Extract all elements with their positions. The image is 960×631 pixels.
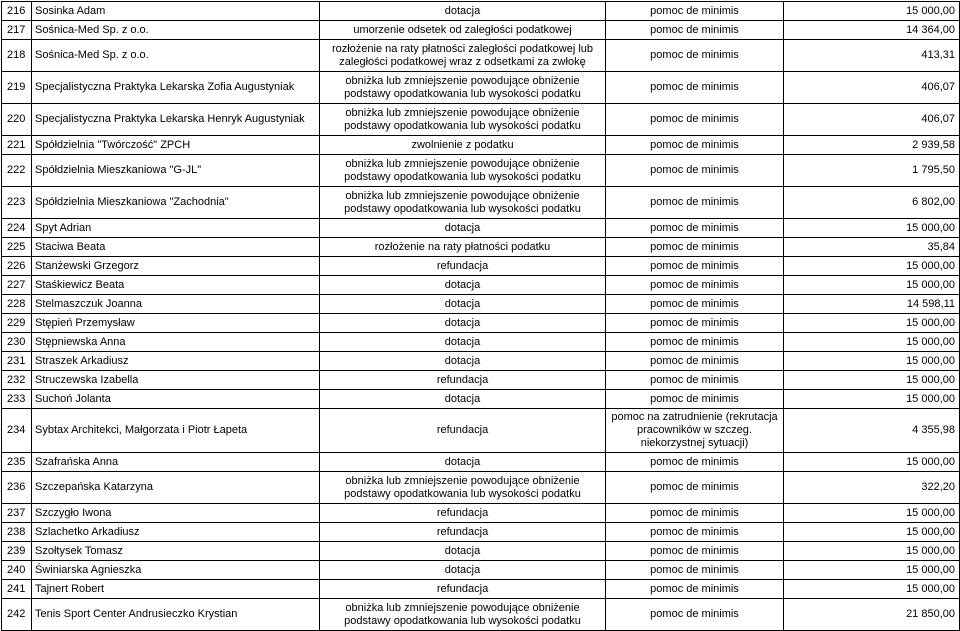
aid-form: refundacja xyxy=(320,523,606,542)
aid-type: pomoc de minimis xyxy=(606,21,784,40)
row-number: 234 xyxy=(2,409,32,453)
aid-type: pomoc de minimis xyxy=(606,472,784,504)
aid-type: pomoc de minimis xyxy=(606,453,784,472)
aid-form: dotacja xyxy=(320,390,606,409)
aid-form: refundacja xyxy=(320,580,606,599)
beneficiary-name: Szczygło Iwona xyxy=(32,504,320,523)
row-number: 235 xyxy=(2,453,32,472)
aid-amount: 15 000,00 xyxy=(784,314,960,333)
beneficiary-name: Szczepańska Katarzyna xyxy=(32,472,320,504)
table-row xyxy=(2,187,960,219)
aid-type: pomoc na zatrudnienie (rekrutacja pracowników w szczeg. niekorzystnej sytuacji) xyxy=(606,409,784,453)
beneficiary-name: Sośnica-Med Sp. z o.o. xyxy=(32,40,320,72)
beneficiary-name: Straszek Arkadiusz xyxy=(32,352,320,371)
row-number: 242 xyxy=(2,599,32,631)
aid-form: obniżka lub zmniejszenie powodujące obniżenie podstawy opodatkowania lub wysokości podatku xyxy=(320,472,606,504)
table-row xyxy=(2,2,960,21)
row-number: 224 xyxy=(2,219,32,238)
row-number: 219 xyxy=(2,72,32,104)
row-number: 216 xyxy=(2,2,32,21)
table-row xyxy=(2,453,960,472)
table-row xyxy=(2,72,960,104)
beneficiary-name: Sosinka Adam xyxy=(32,2,320,21)
row-number: 226 xyxy=(2,257,32,276)
row-number: 223 xyxy=(2,187,32,219)
aid-type: pomoc de minimis xyxy=(606,523,784,542)
aid-amount: 322,20 xyxy=(784,472,960,504)
aid-amount: 15 000,00 xyxy=(784,390,960,409)
aid-type: pomoc de minimis xyxy=(606,276,784,295)
aid-form: obniżka lub zmniejszenie powodujące obniżenie podstawy opodatkowania lub wysokości podatku xyxy=(320,104,606,136)
row-number: 230 xyxy=(2,333,32,352)
aid-form: refundacja xyxy=(320,504,606,523)
aid-amount: 15 000,00 xyxy=(784,219,960,238)
aid-type: pomoc de minimis xyxy=(606,104,784,136)
aid-form: dotacja xyxy=(320,2,606,21)
aid-form: dotacja xyxy=(320,333,606,352)
aid-amount: 15 000,00 xyxy=(784,276,960,295)
aid-form: rozłożenie na raty płatności zaległości podatkowej lub zaległości podatkowej wraz z odsetkami za zwłokę xyxy=(320,40,606,72)
aid-form: dotacja xyxy=(320,314,606,333)
beneficiary-name: Tenis Sport Center Andrusieczko Krystian xyxy=(32,599,320,631)
beneficiary-name: Sośnica-Med Sp. z o.o. xyxy=(32,21,320,40)
aid-form: dotacja xyxy=(320,352,606,371)
aid-form: dotacja xyxy=(320,276,606,295)
aid-type: pomoc de minimis xyxy=(606,333,784,352)
table-row xyxy=(2,561,960,580)
aid-form: refundacja xyxy=(320,371,606,390)
table-body xyxy=(2,2,960,631)
aid-amount: 15 000,00 xyxy=(784,371,960,390)
aid-form: obniżka lub zmniejszenie powodujące obniżenie podstawy opodatkowania lub wysokości podatku xyxy=(320,155,606,187)
table-row xyxy=(2,472,960,504)
table-row xyxy=(2,542,960,561)
row-number: 232 xyxy=(2,371,32,390)
beneficiary-name: Staciwa Beata xyxy=(32,238,320,257)
aid-amount: 4 355,98 xyxy=(784,409,960,453)
table-row xyxy=(2,40,960,72)
table-row xyxy=(2,580,960,599)
row-number: 220 xyxy=(2,104,32,136)
row-number: 238 xyxy=(2,523,32,542)
aid-form: dotacja xyxy=(320,295,606,314)
row-number: 240 xyxy=(2,561,32,580)
aid-amount: 15 000,00 xyxy=(784,542,960,561)
aid-amount: 35,84 xyxy=(784,238,960,257)
aid-type: pomoc de minimis xyxy=(606,155,784,187)
row-number: 222 xyxy=(2,155,32,187)
table-row xyxy=(2,504,960,523)
aid-type: pomoc de minimis xyxy=(606,257,784,276)
aid-amount: 15 000,00 xyxy=(784,561,960,580)
beneficiary-name: Stelmaszczuk Joanna xyxy=(32,295,320,314)
aid-form: zwolnienie z podatku xyxy=(320,136,606,155)
aid-amount: 413,31 xyxy=(784,40,960,72)
aid-amount: 15 000,00 xyxy=(784,453,960,472)
aid-type: pomoc de minimis xyxy=(606,504,784,523)
table-row xyxy=(2,21,960,40)
beneficiary-name: Szafrańska Anna xyxy=(32,453,320,472)
aid-amount: 15 000,00 xyxy=(784,352,960,371)
aid-amount: 15 000,00 xyxy=(784,504,960,523)
aid-amount: 14 598,11 xyxy=(784,295,960,314)
aid-form: refundacja xyxy=(320,257,606,276)
beneficiary-name: Tajnert Robert xyxy=(32,580,320,599)
row-number: 221 xyxy=(2,136,32,155)
row-number: 218 xyxy=(2,40,32,72)
table-row xyxy=(2,238,960,257)
beneficiary-name: Spółdzielnia "Twórczość" ZPCH xyxy=(32,136,320,155)
aid-form: obniżka lub zmniejszenie powodujące obniżenie podstawy opodatkowania lub wysokości podatku xyxy=(320,72,606,104)
row-number: 217 xyxy=(2,21,32,40)
beneficiary-name: Stępniewska Anna xyxy=(32,333,320,352)
beneficiary-name: Szlachetko Arkadiusz xyxy=(32,523,320,542)
table-row xyxy=(2,333,960,352)
row-number: 239 xyxy=(2,542,32,561)
aid-type: pomoc de minimis xyxy=(606,295,784,314)
beneficiary-name: Staśkiewicz Beata xyxy=(32,276,320,295)
table-row xyxy=(2,409,960,453)
table-row xyxy=(2,257,960,276)
aid-amount: 21 850,00 xyxy=(784,599,960,631)
beneficiary-name: Specjalistyczna Praktyka Lekarska Henryk Augustyniak xyxy=(32,104,320,136)
aid-form: dotacja xyxy=(320,219,606,238)
aid-type: pomoc de minimis xyxy=(606,599,784,631)
row-number: 227 xyxy=(2,276,32,295)
aid-type: pomoc de minimis xyxy=(606,352,784,371)
table-row xyxy=(2,523,960,542)
aid-type: pomoc de minimis xyxy=(606,371,784,390)
table-row xyxy=(2,219,960,238)
aid-amount: 406,07 xyxy=(784,72,960,104)
aid-form: refundacja xyxy=(320,409,606,453)
beneficiaries-table xyxy=(1,1,960,631)
aid-amount: 6 802,00 xyxy=(784,187,960,219)
aid-type: pomoc de minimis xyxy=(606,136,784,155)
row-number: 231 xyxy=(2,352,32,371)
table-row xyxy=(2,276,960,295)
aid-form: rozłożenie na raty płatności podatku xyxy=(320,238,606,257)
row-number: 233 xyxy=(2,390,32,409)
table-row xyxy=(2,599,960,631)
row-number: 229 xyxy=(2,314,32,333)
table-row xyxy=(2,136,960,155)
aid-type: pomoc de minimis xyxy=(606,390,784,409)
aid-type: pomoc de minimis xyxy=(606,40,784,72)
beneficiary-name: Suchoń Jolanta xyxy=(32,390,320,409)
beneficiary-name: Stępień Przemysław xyxy=(32,314,320,333)
aid-amount: 1 795,50 xyxy=(784,155,960,187)
aid-form: dotacja xyxy=(320,561,606,580)
beneficiary-name: Sybtax Architekci, Małgorzata i Piotr Łapeta xyxy=(32,409,320,453)
aid-form: obniżka lub zmniejszenie powodujące obniżenie podstawy opodatkowania lub wysokości podatku xyxy=(320,599,606,631)
beneficiary-name: Spółdzielnia Mieszkaniowa "G-JL" xyxy=(32,155,320,187)
aid-form: obniżka lub zmniejszenie powodujące obniżenie podstawy opodatkowania lub wysokości podatku xyxy=(320,187,606,219)
table-row xyxy=(2,295,960,314)
table-row xyxy=(2,390,960,409)
aid-amount: 2 939,58 xyxy=(784,136,960,155)
beneficiary-name: Specjalistyczna Praktyka Lekarska Zofia Augustyniak xyxy=(32,72,320,104)
row-number: 236 xyxy=(2,472,32,504)
aid-amount: 15 000,00 xyxy=(784,2,960,21)
aid-amount: 14 364,00 xyxy=(784,21,960,40)
beneficiary-name: Świniarska Agnieszka xyxy=(32,561,320,580)
aid-type: pomoc de minimis xyxy=(606,219,784,238)
aid-amount: 406,07 xyxy=(784,104,960,136)
row-number: 241 xyxy=(2,580,32,599)
aid-amount: 15 000,00 xyxy=(784,257,960,276)
beneficiary-name: Spółdzielnia Mieszkaniowa "Zachodnia" xyxy=(32,187,320,219)
aid-form: dotacja xyxy=(320,453,606,472)
table-row xyxy=(2,371,960,390)
beneficiary-name: Spyt Adrian xyxy=(32,219,320,238)
table-row xyxy=(2,352,960,371)
aid-type: pomoc de minimis xyxy=(606,580,784,599)
aid-type: pomoc de minimis xyxy=(606,238,784,257)
aid-form: umorzenie odsetek od zaległości podatkowej xyxy=(320,21,606,40)
aid-form: dotacja xyxy=(320,542,606,561)
beneficiary-name: Szołtysek Tomasz xyxy=(32,542,320,561)
beneficiary-name: Struczewska Izabella xyxy=(32,371,320,390)
aid-type: pomoc de minimis xyxy=(606,187,784,219)
aid-type: pomoc de minimis xyxy=(606,314,784,333)
row-number: 237 xyxy=(2,504,32,523)
aid-amount: 15 000,00 xyxy=(784,523,960,542)
aid-type: pomoc de minimis xyxy=(606,561,784,580)
aid-type: pomoc de minimis xyxy=(606,2,784,21)
aid-amount: 15 000,00 xyxy=(784,580,960,599)
row-number: 225 xyxy=(2,238,32,257)
row-number: 228 xyxy=(2,295,32,314)
beneficiary-name: Stanżewski Grzegorz xyxy=(32,257,320,276)
aid-type: pomoc de minimis xyxy=(606,72,784,104)
table-row xyxy=(2,104,960,136)
aid-type: pomoc de minimis xyxy=(606,542,784,561)
table-row xyxy=(2,155,960,187)
table-row xyxy=(2,314,960,333)
aid-amount: 15 000,00 xyxy=(784,333,960,352)
